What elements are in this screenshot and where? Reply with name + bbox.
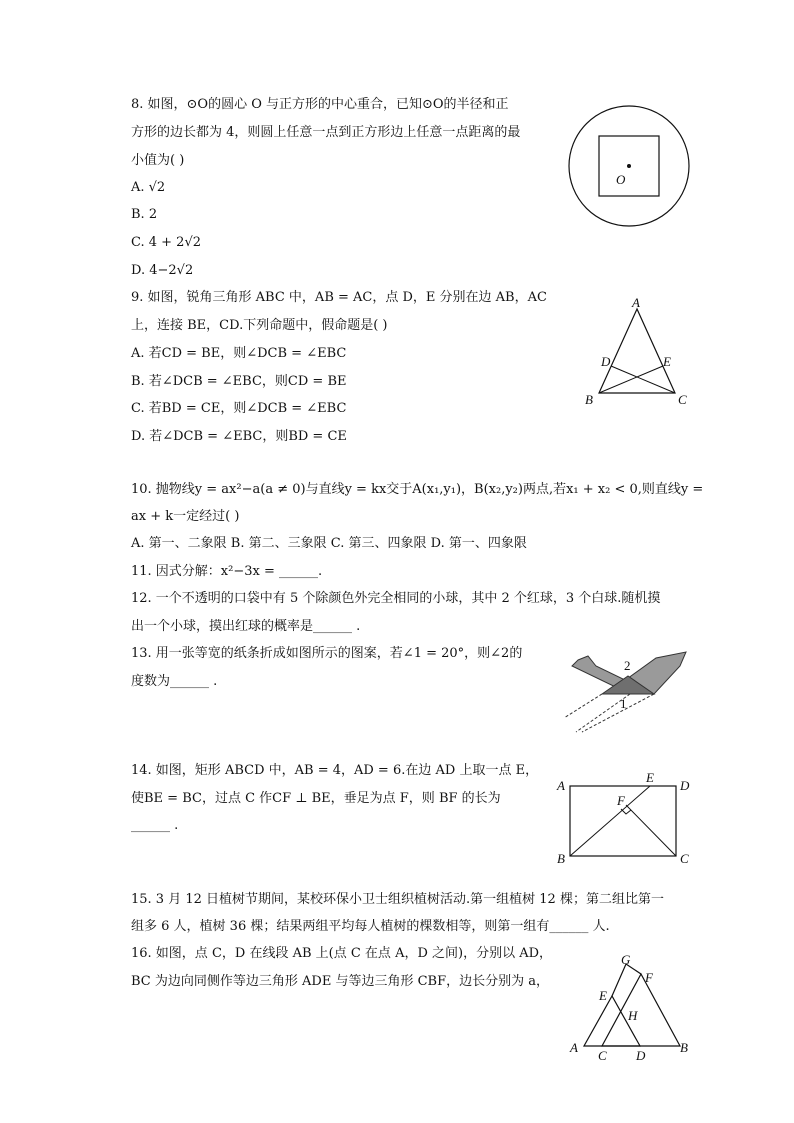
q9-figure-triangle	[580, 295, 700, 411]
q11-line: 11. 因式分解：x²−3x = ______.	[131, 564, 323, 579]
q10-options: A. 第一、二象限 B. 第二、三象限 C. 第三、四象限 D. 第一、四象限	[131, 536, 527, 551]
q13-line-1: 13. 用一张等宽的纸条折成如图所示的图案，若∠1 = 20°，则∠2的	[131, 646, 523, 661]
label-e: E	[663, 354, 671, 369]
label-c: C	[678, 392, 687, 407]
q8-line-1: 8. 如图，⊙O的圆心 O 与正方形的中心重合，已知⊙O的半径和正	[131, 97, 509, 112]
triangle-cbf	[602, 974, 680, 1046]
angle-1-label: 1	[620, 696, 627, 711]
q14-line-1: 14. 如图，矩形 ABCD 中，AB = 4，AD = 6.在边 AD 上取一点 E，	[131, 763, 539, 778]
q10-line-1: 10. 抛物线y = ax²−a(a ≠ 0)与直线y = kx交于A(x₁,y₁)，B(x₂,y₂)两点,若x₁ + x₂ < 0,则直线y =	[131, 482, 704, 497]
label-d: D	[636, 1048, 646, 1062]
q8-option-b: B. 2	[131, 207, 158, 222]
label-o: O	[616, 172, 626, 187]
q12-line-2: 出一个小球，摸出红球的概率是______ .	[131, 619, 361, 634]
label-e: E	[599, 988, 607, 1003]
segment-cf	[626, 805, 676, 856]
segment-cd	[611, 366, 675, 393]
label-c: C	[598, 1048, 607, 1062]
label-a: A	[570, 1040, 578, 1055]
label-f: F	[645, 970, 653, 985]
q14-line-3: ______ .	[131, 818, 179, 833]
segment-be	[599, 366, 663, 393]
label-a: A	[632, 295, 640, 310]
q13-figure-folded-strip	[556, 648, 696, 738]
label-g: G	[621, 952, 631, 967]
q12-line-1: 12. 一个不透明的口袋中有 5 个除颜色外完全相同的小球，其中 2 个红球，3 个白球.随机摸	[131, 591, 661, 606]
q16-line-2: BC 为边向同侧作等边三角形 ADE 与等边三角形 CBF，边长分别为 a，	[131, 974, 549, 989]
label-c: C	[680, 851, 689, 866]
angle-2-label: 2	[624, 658, 631, 673]
label-f: F	[617, 793, 625, 808]
triangle-abc	[599, 309, 675, 393]
label-b: B	[557, 851, 565, 866]
fold-line-1	[564, 694, 602, 718]
q14-figure-rectangle	[554, 768, 700, 868]
q9-line-1: 9. 如图，锐角三角形 ABC 中，AB = AC，点 D，E 分别在边 AB，AC	[131, 290, 547, 305]
q14-line-2: 使BE = BC，过点 C 作CF ⊥ BE，垂足为点 F，则 BF 的长为	[131, 791, 501, 806]
q9-line-2: 上，连接 BE，CD.下列命题中，假命题是( )	[131, 318, 388, 333]
label-h: H	[628, 1008, 638, 1023]
q8-option-a: A. √2	[131, 180, 166, 195]
label-d: D	[601, 354, 611, 369]
q8-line-2: 方形的边长都为 4，则圆上任意一点到正方形边上任意一点距离的最	[131, 125, 521, 140]
q9-option-d: D. 若∠DCB = ∠EBC，则BD = CE	[131, 429, 347, 444]
label-b: B	[680, 1040, 688, 1055]
q9-option-a: A. 若CD = BE，则∠DCB = ∠EBC	[131, 346, 347, 361]
q16-figure-equilateral-triangles	[566, 950, 696, 1062]
q8-option-c: C. 4 + 2√2	[131, 235, 202, 250]
q9-option-b: B. 若∠DCB = ∠EBC，则CD = BE	[131, 374, 347, 389]
label-e: E	[646, 770, 654, 785]
q15-line-1: 15. 3 月 12 日植树节期间，某校环保小卫士组织植树活动.第一组植树 12 棵；第二组比第一	[131, 892, 664, 907]
center-point	[627, 164, 631, 168]
q16-line-1: 16. 如图，点 C，D 在线段 AB 上(点 C 在点 A，D 之间)，分别以 AD，	[131, 946, 553, 961]
segment-g	[612, 964, 641, 996]
q10-line-2: ax + k一定经过( )	[131, 509, 240, 524]
q13-line-2: 度数为______ .	[131, 674, 218, 689]
q9-option-c: C. 若BD = CE，则∠DCB = ∠EBC	[131, 401, 347, 416]
q8-figure-circle-square	[566, 100, 694, 230]
q8-option-d: D. 4−2√2	[131, 263, 194, 278]
label-d: D	[680, 778, 690, 793]
label-b: B	[585, 392, 593, 407]
q15-line-2: 组多 6 人，植树 36 棵；结果两组平均每人植树的棵数相等，则第一组有______ 人.	[131, 919, 610, 934]
segment-be	[570, 786, 650, 856]
q8-line-3: 小值为( )	[131, 153, 185, 168]
label-a: A	[557, 778, 565, 793]
